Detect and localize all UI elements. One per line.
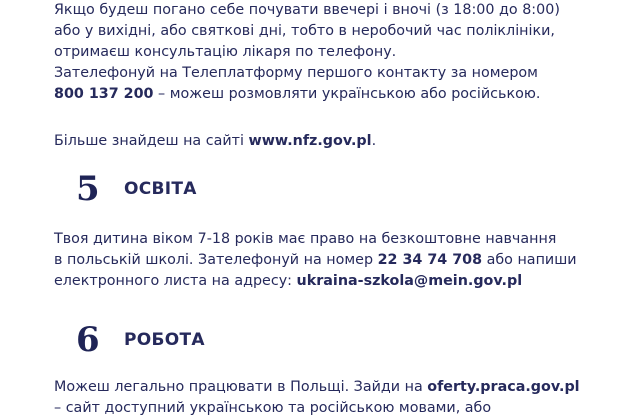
nfz-website-link[interactable]: www.nfz.gov.pl: [248, 133, 372, 149]
health-phone-number: 800 137 200: [54, 86, 154, 102]
section-6-title: РОБОТА: [124, 330, 205, 350]
education-paragraph: [54, 229, 614, 292]
education-line-2: [54, 250, 614, 271]
work-line-1-prefix: Можеш легально працювати в Польщі. Зайди на: [54, 379, 428, 395]
health-phone-suffix: – можеш розмовляти українською або російською.: [153, 86, 541, 102]
health-line-3: отримаєш консультацію лікаря по телефону.: [54, 44, 397, 60]
work-line-2: – сайт доступний українською та російською мовами, або: [54, 400, 492, 416]
more-info-suffix: .: [371, 133, 377, 149]
education-email-link[interactable]: ukraina-szkola@mein.gov.pl: [296, 273, 523, 289]
praca-website-link[interactable]: oferty.praca.gov.pl: [427, 379, 580, 395]
health-line-4: Зателефонуй на Телеплатформу першого контакту за номером: [54, 65, 538, 81]
health-line-1: Якщо будеш погано себе почувати ввечері і вночі (з 18:00 до 8:00): [54, 2, 560, 18]
education-line-1: Твоя дитина віком 7-18 років має право на безкоштовне навчання: [54, 231, 557, 247]
health-line-2: або у вихідні, або святкові дні, тобто в неробочий час поліклініки,: [54, 23, 555, 39]
health-more-info: [54, 131, 614, 152]
work-line-1: [54, 377, 614, 398]
health-paragraph: [54, 0, 614, 105]
education-phone-number: 22 34 74 708: [377, 252, 483, 268]
health-line-5: [54, 84, 614, 105]
section-5-number: 5: [76, 169, 100, 209]
education-line-3: [54, 271, 614, 292]
more-info-line: [54, 131, 614, 152]
section-5-title: ОСВІТА: [124, 179, 197, 199]
education-line-3-prefix: електронного листа на адресу:: [54, 273, 297, 289]
section-6-number: 6: [76, 320, 100, 360]
education-line-2-prefix: в польській школі. Зателефонуй на номер: [54, 252, 378, 268]
education-line-2-suffix: або напиши: [482, 252, 577, 268]
work-paragraph: [54, 377, 614, 419]
more-info-prefix: Більше знайдеш на сайті: [54, 133, 249, 149]
